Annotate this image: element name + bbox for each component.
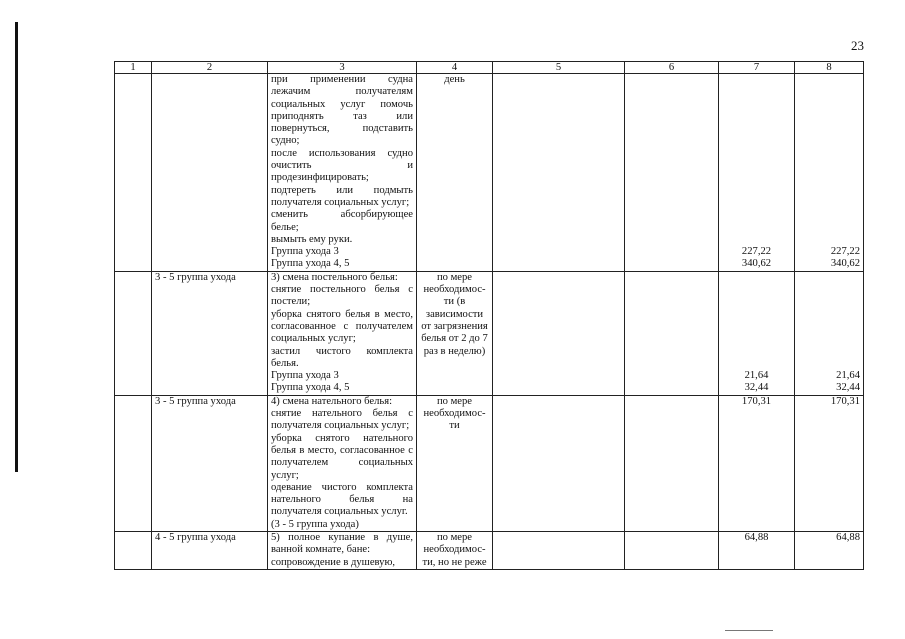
empty-cell bbox=[493, 395, 625, 531]
empty-cell bbox=[625, 271, 719, 395]
service-line: одевание чистого комплекта нательного белья на получателя социальных услуг. bbox=[271, 481, 413, 518]
service-line: сопровождение в душевую, bbox=[271, 556, 396, 568]
page-number: 23 bbox=[851, 38, 864, 53]
service-line: Группа ухода 4, 5 bbox=[271, 258, 350, 270]
service-line: подтереть или подмыть получателя социальных услуг; bbox=[271, 184, 413, 208]
service-line: вымыть ему руки. bbox=[271, 233, 353, 245]
price-value: 170,31 bbox=[741, 395, 772, 407]
column-header: 7 bbox=[719, 62, 795, 74]
price-cell bbox=[719, 531, 795, 569]
empty-cell bbox=[625, 531, 719, 569]
service-line: Группа ухода 3 bbox=[271, 246, 339, 258]
price-value: 340,62 bbox=[830, 258, 860, 270]
service-line: (3 - 5 группа ухода) bbox=[271, 518, 359, 530]
table-row bbox=[115, 271, 864, 395]
frequency-cell: день bbox=[417, 74, 493, 272]
column-header: 3 bbox=[268, 62, 417, 74]
table-row bbox=[115, 395, 864, 531]
row-number-cell bbox=[115, 74, 152, 272]
service-line: снятие нательного белья с получателя социальных услуг; bbox=[271, 408, 413, 432]
empty-cell bbox=[625, 395, 719, 531]
price-value: 170,31 bbox=[830, 395, 860, 407]
care-group-cell bbox=[152, 74, 268, 272]
empty-cell bbox=[493, 74, 625, 272]
column-header: 2 bbox=[152, 62, 268, 74]
column-header: 5 bbox=[493, 62, 625, 74]
service-description-cell bbox=[268, 74, 417, 272]
services-table bbox=[114, 61, 864, 570]
frequency-cell: по мере необходимос-ти, но не реже bbox=[417, 531, 493, 569]
table-row bbox=[115, 74, 864, 272]
frequency-cell: по мере необходимос-ти bbox=[417, 395, 493, 531]
service-line: после использования судно очистить и продезинфицировать; bbox=[271, 147, 413, 184]
price-value: 32,44 bbox=[836, 382, 860, 394]
price-value: 64,88 bbox=[836, 531, 860, 543]
price-cell bbox=[719, 271, 795, 395]
row-number-cell bbox=[115, 531, 152, 569]
service-line: снятие постельного белья с постели; bbox=[271, 284, 413, 308]
frequency-cell: по мере необходимос-ти (в зависимости от загрязнения белья от 2 до 7 раз в неделю) bbox=[417, 271, 493, 395]
price-value: 21,64 bbox=[836, 369, 860, 381]
service-line: при применении судна лежачим получателям социальных услуг помочь приподнять таз или повернуться, подставить судно; bbox=[271, 74, 413, 147]
service-line: Группа ухода 3 bbox=[271, 370, 339, 382]
service-line: 4) смена нательного белья: bbox=[271, 395, 393, 407]
price-value: 21,64 bbox=[744, 369, 769, 381]
care-group-cell: 4 - 5 группа ухода bbox=[152, 531, 268, 569]
service-line: застил чистого комплекта белья. bbox=[271, 345, 413, 369]
empty-cell bbox=[493, 271, 625, 395]
service-line: уборка снятого белья в место, согласованное с получателем социальных услуг; bbox=[271, 308, 413, 345]
column-header: 6 bbox=[625, 62, 719, 74]
empty-cell bbox=[625, 74, 719, 272]
price-value: 227,22 bbox=[741, 246, 772, 257]
service-line: 5) полное купание в душе, ванной комнате, бане: bbox=[271, 531, 413, 556]
price-value: 32,44 bbox=[744, 382, 769, 394]
column-number-row bbox=[115, 62, 864, 74]
scan-mark bbox=[725, 630, 773, 631]
empty-cell bbox=[493, 531, 625, 569]
care-group-cell: 3 - 5 группа ухода bbox=[152, 395, 268, 531]
row-number-cell bbox=[115, 271, 152, 395]
care-group-cell: 3 - 5 группа ухода bbox=[152, 271, 268, 395]
price-value: 64,88 bbox=[744, 531, 769, 543]
price-cell bbox=[719, 395, 795, 531]
service-line: сменить абсорбирующее белье; bbox=[271, 209, 413, 233]
service-line: 3) смена постельного белья: bbox=[271, 271, 398, 283]
binder-edge-line bbox=[15, 22, 18, 472]
price-value: 227,22 bbox=[830, 246, 860, 257]
price-cell bbox=[719, 74, 795, 272]
column-header: 1 bbox=[115, 62, 152, 74]
table-row bbox=[115, 531, 864, 569]
service-description-cell bbox=[268, 395, 417, 531]
column-header: 8 bbox=[795, 62, 864, 74]
price-cell bbox=[795, 531, 864, 569]
price-cell bbox=[795, 74, 864, 272]
row-number-cell bbox=[115, 395, 152, 531]
service-description-cell bbox=[268, 531, 417, 569]
price-cell bbox=[795, 271, 864, 395]
service-line: Группа ухода 4, 5 bbox=[271, 382, 350, 394]
price-value: 340,62 bbox=[741, 258, 772, 270]
service-description-cell bbox=[268, 271, 417, 395]
column-header: 4 bbox=[417, 62, 493, 74]
price-cell bbox=[795, 395, 864, 531]
service-line: уборка снятого нательного белья в место, согласованное с получателем социальных услуг; bbox=[271, 432, 413, 481]
